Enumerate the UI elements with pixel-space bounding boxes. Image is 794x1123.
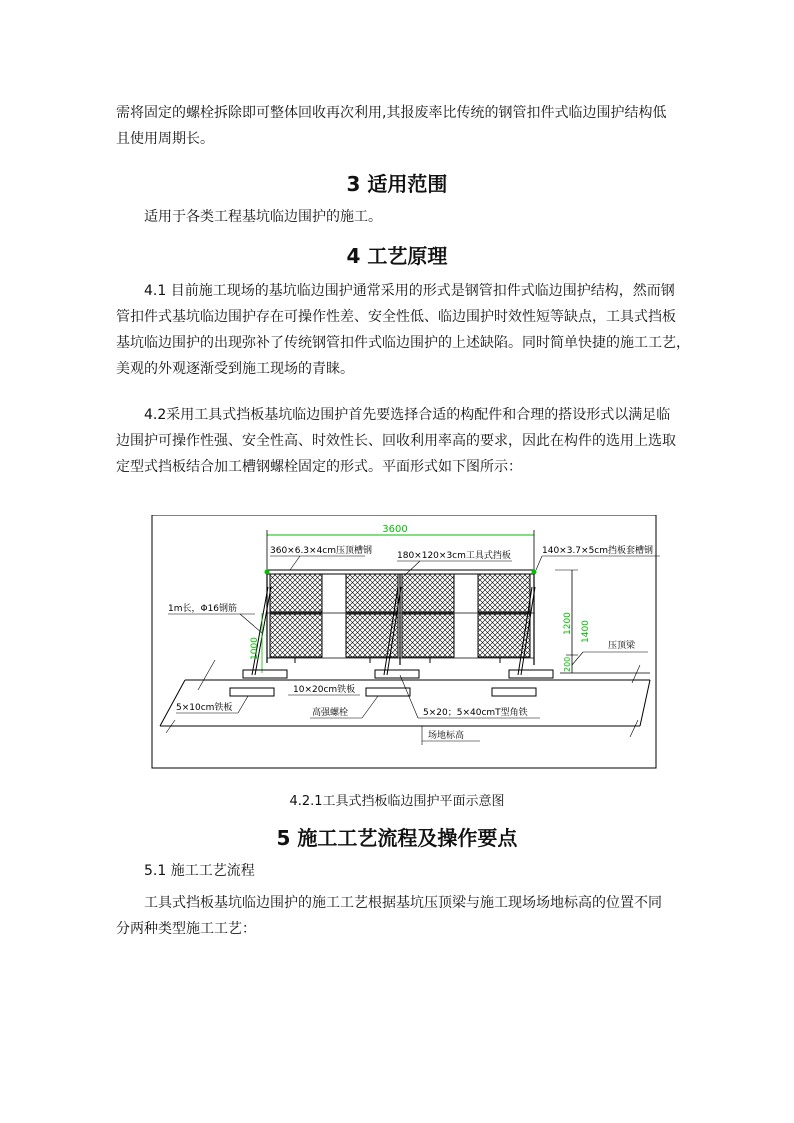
top-channel	[267, 570, 534, 574]
paragraph-line: 4.2采用工具式挡板基坑临边围护首先要选择合适的构配件和合理的搭设形式以满足临	[144, 407, 671, 423]
paragraph-line: 管扣件式基坑临边围护存在可操作性差、安全性低、临边围护时效性短等缺点，工具式挡板	[116, 309, 676, 325]
mesh-panel	[270, 614, 322, 657]
paragraph-line: 边围护可操作性强、安全性高、时效性长、回收利用率高的要求，因此在构件的选用上选取	[116, 433, 676, 449]
mesh-panel	[270, 574, 322, 612]
label-rebar: 1m长，Φ16钢筋	[168, 604, 238, 614]
enclosure-diagram	[0, 515, 794, 775]
figure-caption: 4.2.1工具式挡板临边围护平面示意图	[289, 794, 505, 809]
label-small-plate: 5×10cm铁板	[176, 703, 233, 713]
label-iron-plate: 10×20cm铁板	[293, 685, 356, 695]
section-4-heading: 4 工艺原理	[346, 244, 448, 268]
section-5-heading: 5 施工工艺流程及操作要点	[276, 826, 518, 850]
dimension-1200: 1200	[563, 612, 573, 635]
subheading-line: 5.1 施工工艺流程	[144, 863, 255, 879]
label-beam: 压顶梁	[608, 641, 636, 651]
dimension-1400: 1400	[581, 620, 591, 643]
paragraph-line: 工具式挡板基坑临边围护的施工工艺根据基坑压顶梁与施工现场场地标高的位置不同	[144, 895, 662, 911]
paragraph-line: 美观的外观逐渐受到施工现场的青睐。	[116, 361, 354, 377]
paragraph-line: 定型式挡板结合加工槽钢螺栓固定的形式。平面形式如下图所示：	[116, 459, 522, 475]
mesh-panel	[478, 574, 530, 612]
intro-line: 且使用周期长。	[116, 131, 214, 147]
base-plate	[375, 670, 419, 678]
base-plate	[230, 688, 274, 696]
mesh-panel	[346, 574, 398, 612]
section-3-line: 适用于各类工程基坑临边围护的施工。	[144, 209, 382, 225]
label-top-channel: 360×6.3×4cm压顶槽钢	[270, 546, 373, 556]
mesh-panel	[402, 574, 454, 612]
label-ground: 场地标高	[428, 731, 465, 741]
mesh-panel	[402, 614, 454, 657]
section-4-paragraph-1	[116, 278, 690, 382]
intro-line: 需将固定的螺栓拆除即可整体回收再次利用,其报废率比传统的钢管扣件式临边围护结构低	[116, 105, 667, 121]
label-sleeve: 140×3.7×5cm挡板套槽钢	[542, 546, 654, 556]
paragraph-line: 4.1 目前施工现场的基坑临边围护通常采用的形式是钢管扣件式临边围护结构，然而钢	[144, 283, 675, 299]
label-panel: 180×120×3cm工具式挡板	[397, 551, 511, 561]
base-plate	[492, 688, 536, 696]
base-plate	[509, 670, 553, 678]
label-angle: 5×20；5×40cmT型角铁	[423, 708, 528, 718]
section-3-text	[116, 204, 710, 230]
base-plate	[243, 670, 287, 678]
dimension-3600: 3600	[382, 524, 408, 535]
intro-paragraph	[116, 100, 682, 152]
paragraph-line: 基坑临边围护的出现弥补了传统钢管扣件式临边围护的上述缺陷。同时简单快捷的施工工艺，	[116, 335, 690, 351]
paragraph-line: 分两种类型施工工艺：	[116, 921, 256, 937]
dimension-200: 200	[563, 656, 572, 672]
section-3-heading: 3 适用范围	[346, 172, 448, 196]
section-4-paragraph-2	[116, 402, 682, 480]
dimension-1000: 1000	[250, 637, 260, 660]
anchor-dot	[265, 570, 270, 575]
base-plate	[366, 688, 410, 696]
section-5-1-subheading	[116, 858, 710, 884]
section-5-paragraph	[116, 890, 682, 942]
anchor-dot	[532, 570, 537, 575]
label-bolt: 高强螺栓	[312, 708, 349, 718]
